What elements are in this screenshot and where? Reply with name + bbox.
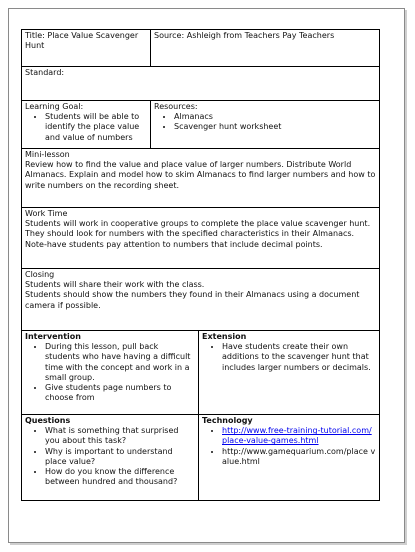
learning-goal-item: • Students will be able to identify the place value and value of numbers [45, 112, 147, 143]
questions-cell [21, 414, 199, 501]
resources-cell [150, 100, 380, 149]
learning-goal-label: Learning Goal: [25, 102, 84, 111]
closing-line: Students will share their work with the class. [25, 280, 205, 290]
technology-link-text: • http://www.gamequarium.com/place value.html [222, 447, 376, 467]
work-time-cell [21, 207, 380, 269]
work-time-line: Students will work in cooperative groups to complete the place value scavenger hunt. [25, 219, 371, 229]
questions-label: Questions [25, 416, 71, 425]
technology-label: Technology [202, 416, 253, 425]
mini-lesson-cell [21, 148, 380, 208]
mini-lesson-label: Mini-lesson [25, 150, 70, 159]
standard-label: Standard: [25, 68, 65, 77]
technology-link[interactable]: http://www.free-training-tutorial.com/place-value-games.html [222, 426, 372, 446]
lesson-title: Title: Place Value Scavenger Hunt [25, 31, 139, 51]
resource-item: • Scavenger hunt worksheet [174, 122, 376, 132]
work-time-label: Work Time [25, 209, 68, 218]
extension-cell [198, 330, 380, 415]
intervention-item: • During this lesson, pull back students who have having a difficult time with the concept and work in a small group. [45, 342, 195, 383]
closing-label: Closing [25, 270, 55, 279]
standard-cell [21, 66, 380, 101]
technology-cell [198, 414, 380, 501]
learning-goal-cell [21, 100, 151, 149]
mini-lesson-text: Review how to find the value and place value of larger numbers. Distribute World Almanacs. Explain and model how to skim Almanacs to find larger numbers and how to write numbers on the recording sheet. [25, 160, 376, 190]
title-cell [21, 29, 151, 67]
question-item: • Why is important to understand place value? [45, 447, 195, 467]
question-item: • What is something that surprised you about this task? [45, 426, 195, 446]
work-time-line: They should look for numbers with the specified characteristics in their Almanacs. [25, 229, 355, 239]
resource-item: • Almanacs [174, 112, 376, 122]
work-time-line: Note-have students pay attention to numbers that include decimal points. [25, 239, 323, 249]
resources-label: Resources: [154, 102, 198, 111]
extension-label: Extension [202, 332, 247, 341]
intervention-item: • Give students page numbers to choose from [45, 383, 195, 403]
intervention-label: Intervention [25, 332, 81, 341]
intervention-cell [21, 330, 199, 415]
question-item: • How do you know the difference between hundred and thousand? [45, 467, 195, 487]
closing-line: Students should show the numbers they found in their Almanacs using a document camera if possible. [25, 290, 360, 310]
lesson-source: Source: Ashleigh from Teachers Pay Teachers [154, 31, 335, 40]
lesson-plan-sheet [8, 8, 405, 543]
closing-cell [21, 268, 380, 331]
extension-item: • Have students create their own additions to the scavenger hunt that includes larger numbers or decimals. [222, 342, 376, 373]
source-cell [150, 29, 380, 67]
